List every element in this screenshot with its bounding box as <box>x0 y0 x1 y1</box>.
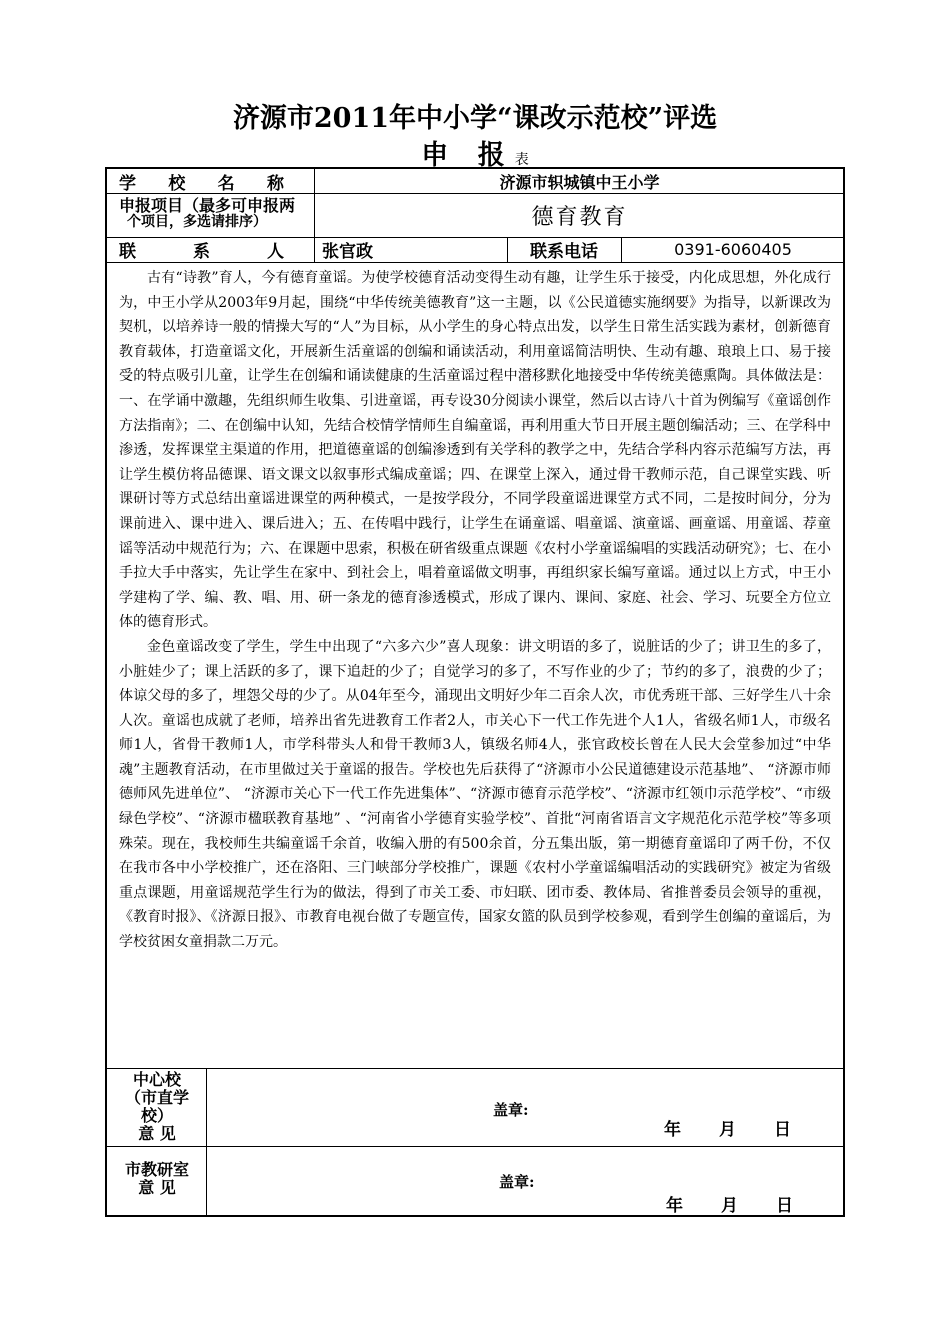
label-char: 系 <box>193 242 210 262</box>
page-title: 济源市2011年中小学“课改示范校”评选 <box>232 103 718 134</box>
date-month: 月 <box>721 1196 738 1216</box>
center-school-opinion-label <box>107 1071 207 1143</box>
label-char: 学 <box>119 173 136 194</box>
date-month: 月 <box>719 1120 736 1140</box>
subtitle-main: 申 报 <box>421 140 515 171</box>
seal-label: 盖章: <box>499 1173 535 1191</box>
date-day: 日 <box>774 1120 791 1140</box>
project-value: 德育教育 <box>531 204 628 230</box>
project-label <box>107 197 314 237</box>
seal-label: 盖章: <box>493 1101 529 1119</box>
date-line <box>666 1191 831 1216</box>
label-char: 称 <box>266 173 284 194</box>
application-description <box>119 266 831 955</box>
label-char: 人 <box>267 242 284 262</box>
paragraph: 金色童谣改变了学生，学生中出现了“六多六少”喜人现象：讲文明语的多了，说脏话的少了；讲卫生的多了，小脏娃少了；课上活跃的多了，课下追赶的少了；自觉学习的多了，不写作业的少了；节约的多了，浪费的少了；体谅父母的多了，埋怨父母的少了。从04年至今，涌现出文明好少年二百余人次，市优秀班干部、三好学生八十余人次。童谣也成就了老师，培养出省先进教育工作者2人，市关心下一代工作先进个人1人，省级名师1人，市级名师1人，省骨干教师1人，市学科带头人和骨干教师3人，镇级名师4人，张官政校长曾在人民大会堂参加过“中华魂”主题教育活动，在市里做过关于童谣的报告。学校也先后获得了“济源市小公民道德建设示范基地”、 “济源市师德师风先进单位”、 “济源市关心下一代工作先进集体”、“济源市德育示范学校”、“济源市红领巾示范学校”、“市级绿色学校”、“济源市楹联教育基地” 、“河南省小学德育实验学校”、首批“河南省语言文字规范化示范学校”等多项殊荣。现在，我校师生共编童谣千余首，收编入册的有500余首，分五集出版，第一期德育童谣印了两千份，不仅在我市各中小学校推广，还在洛阳、三门峡部分学校推广，课题《农村小学童谣编唱活动的实践研究》被定为省级重点课题，用童谣规范学生行为的做法，得到了市关工委、市妇联、团市委、教体局、省推普委员会领导的重视，《教育时报》、《济源日报》、市教育电视台做了专题宣传，国家女篮的队员到学校参观，看到学生创编的童谣后，为学校贫困女童捐款二万元。 <box>119 638 831 951</box>
school-name-value: 济源市轵城镇中王小学 <box>499 172 660 192</box>
label-line: 市教研室 <box>124 1160 189 1179</box>
label-line: （市直学 <box>124 1088 189 1107</box>
research-office-opinion-label <box>107 1161 207 1197</box>
label-line: 校） <box>140 1106 173 1125</box>
date-year: 年 <box>664 1120 681 1140</box>
label-line: 意 见 <box>138 1124 176 1143</box>
row-divider <box>107 1068 843 1069</box>
school-name-label <box>107 169 314 193</box>
row-divider <box>107 1146 843 1147</box>
row-divider <box>107 262 843 263</box>
project-label-line2: 个项目，多选请排序） <box>127 214 267 230</box>
label-char: 联 <box>119 242 136 262</box>
date-day: 日 <box>776 1196 793 1216</box>
label-line: 意 见 <box>138 1178 176 1197</box>
subtitle-suffix: 表 <box>514 152 529 168</box>
date-year: 年 <box>666 1196 683 1216</box>
phone-value: 0391-6060405 <box>674 240 792 259</box>
label-char: 校 <box>168 173 186 194</box>
label-char: 名 <box>217 173 235 194</box>
date-line <box>664 1115 829 1140</box>
phone-label: 联系电话 <box>530 242 598 262</box>
paragraph: 古有“诗教”育人，今有德育童谣。为使学校德育活动变得生动有趣，让学生乐于接受，内化成思想，外化成行为，中王小学从2003年9月起，围绕“中华传统美德教育”这一主题，以《公民道德实施纲要》为指导，以新课改为契机，以培养诗一般的情操大写的“人”为目标，从小学生的身心特点出发，以学生日常生活实践为素材，创新德育教育载体，打造童谣文化，开展新生活童谣的创编和诵读活动，利用童谣简洁明快、生动有趣、琅琅上口、易于接受的特点吸引儿童，让学生在创编和诵读健康的生活童谣过程中潜移默化地接受中华传统美德熏陶。具体做法是：一、在学诵中激趣，先组织师生收集、引进童谣，再专设30分阅读小课堂，然后以古诗八十首为例编写《童谣创作方法指南》；二、在创编中认知，先结合校情学情师生自编童谣，再利用重大节日开展主题创编活动；三、在学科中渗透，发挥课堂主渠道的作用，把道德童谣的创编渗透到有关学科的教学之中，先结合学科内容示范编写方法，再让学生模仿将品德课、语文课文以叙事形式编成童谣；四、在课堂上深入，通过骨干教师示范，自己课堂实践、听课研讨等方式总结出童谣进课堂的两种模式，一是按学段分，不同学段童谣进课堂方式不同，二是按时间分，分为课前进入、课中进入、课后进入；五、在传唱中践行，让学生在诵童谣、唱童谣、演童谣、画童谣、用童谣、荐童谣等活动中规范行为；六、在课题中思索，积极在研省级重点课题《农村小学童谣编唱的实践活动研究》；七、在小手拉大手中落实，先让学生在家中、到社会上，唱着童谣做文明事，再组织家长编写童谣。通过以上方式，中王小学建构了学、编、教、唱、用、研一条龙的德育渗透模式，形成了课内、课间、家庭、社会、学习、玩要全方位立体的德育形式。 <box>119 270 831 631</box>
contact-name: 张官政 <box>322 242 373 262</box>
project-label-line1: 申报项目（最多可申报两 <box>119 196 296 215</box>
application-form-table <box>105 167 845 1217</box>
label-line: 中心校 <box>132 1070 181 1089</box>
contact-label <box>107 237 314 262</box>
